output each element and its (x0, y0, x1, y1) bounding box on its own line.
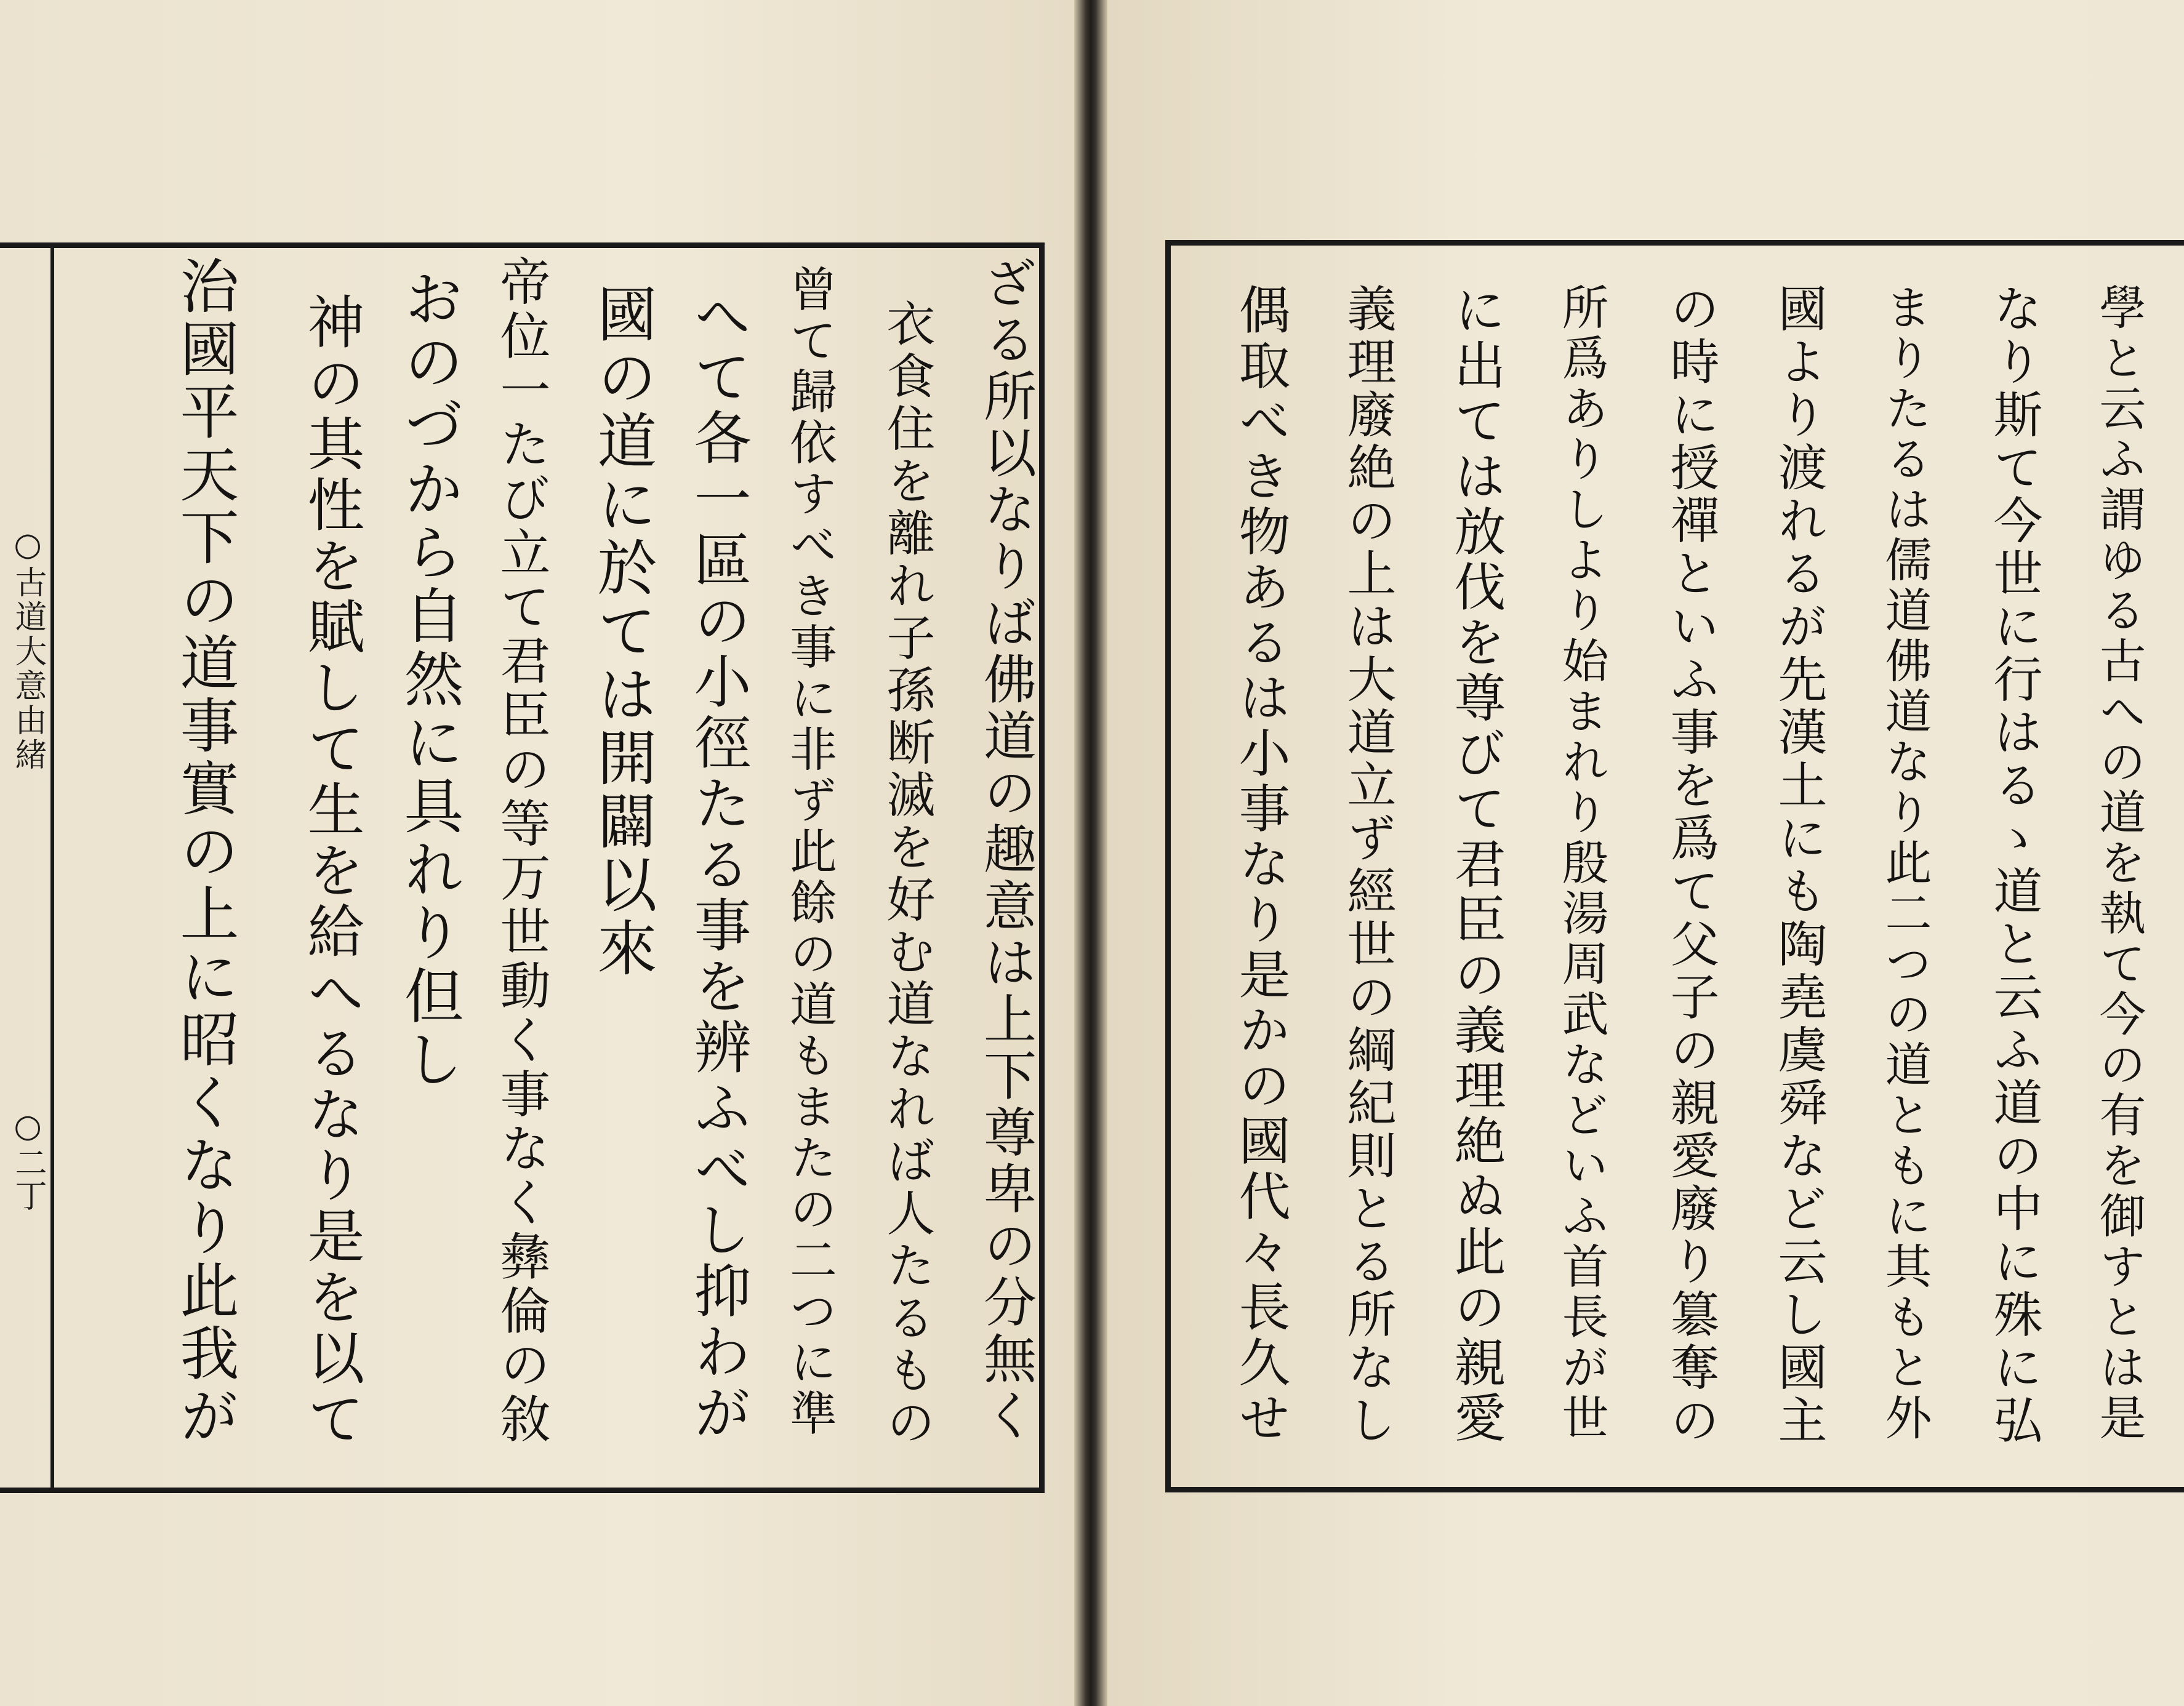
right-column-5: の時に授禪といふ事を爲て父子の親愛廢り簒奪の (1662, 283, 1719, 1448)
right-column-3: まりたるは儒道佛道なり此二つの道ともに其もと外 (1877, 283, 1932, 1444)
right-text-frame (1165, 240, 2184, 1492)
right-column-9: 偶取べき物あるは小事なり是かの國代々長久せ (1231, 283, 1291, 1446)
right-column-7: に出ては放伐を尊びて君臣の義理絶ぬ此の親愛 (1446, 283, 1506, 1446)
right-column-1: 學と云ふ謂ゆる古への道を執て今の有を御すとは是 (2092, 283, 2146, 1444)
left-page (0, 0, 1074, 1706)
right-column-8: 義理廢絶の上は大道立ず經世の綱紀則とる所なし (1339, 283, 1396, 1448)
left-column-5: 國の道に於ては開闢以來 (587, 283, 657, 980)
folio-number: ○二丁 (9, 1108, 46, 1212)
book-gutter (1074, 0, 1107, 1706)
right-column-6: 所爲ありしより始まれり殷湯周武などいふ首長が世 (1554, 283, 1609, 1444)
left-column-3: 曾て歸依すべき事に非ず此餘の道もまたの二つに準 (782, 265, 837, 1440)
right-column-4: 國より渡れるが先漢土にも陶堯虞舜など云し國主 (1770, 283, 1827, 1448)
right-column-2: なり斯て今世に行はるゝ道と云ふ道の中に殊に弘 (1985, 283, 2042, 1448)
left-column-2: 衣食住を離れ子孫断滅を好む道なれば人たるもの (878, 298, 935, 1449)
left-column-7: おのづから自然に具れり但し (394, 268, 464, 1092)
left-column-6: 帝位一たび立て君臣の等万世動く事なく彝倫の敘 (492, 255, 550, 1447)
margin-title: ○古道大意由緒 (9, 526, 46, 772)
left-column-8: 神の其性を賦して生を給へるなり是を以て (298, 292, 364, 1450)
margin-rule (50, 242, 54, 1493)
left-column-9: 治國平天下の道事實の上に昭くなり此我が (171, 255, 239, 1448)
left-column-4: へて各一區の小徑たる事を辨ふべし抑わが (685, 286, 751, 1444)
left-column-1: ざる所以なりば佛道の趣意は上下尊卑の分無く (974, 255, 1036, 1444)
